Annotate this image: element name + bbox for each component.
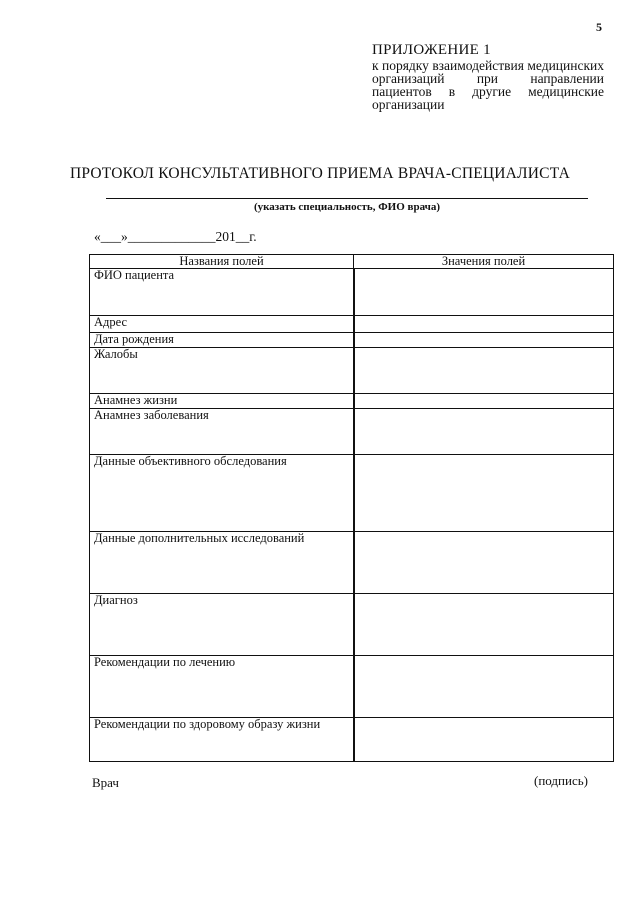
row-label-patient-name: ФИО пациента: [90, 269, 354, 316]
table-row: [90, 394, 614, 409]
table-header-row: [90, 255, 614, 269]
table-row: [90, 409, 614, 455]
row-label-diagnosis: Диагноз: [90, 594, 354, 656]
row-value-address: [354, 316, 614, 333]
row-label-objective-exam: Данные объективного обследования: [90, 455, 354, 532]
document-title: ПРОТОКОЛ КОНСУЛЬТАТИВНОГО ПРИЕМА ВРАЧА-СПЕЦИАЛИСТА: [69, 165, 570, 182]
table-row: [90, 656, 614, 718]
row-value-diagnosis: [354, 594, 614, 656]
row-label-address: Адрес: [90, 316, 354, 333]
row-value-objective-exam: [354, 455, 614, 532]
table-row: [90, 316, 614, 333]
table-row: [90, 594, 614, 656]
row-label-disease-anamnesis: Анамнез заболевания: [90, 409, 354, 455]
row-label-additional-tests: Данные дополнительных исследований: [90, 532, 354, 594]
table-row: [90, 269, 614, 316]
table-row: [90, 333, 614, 348]
row-label-lifestyle-recommendations: Рекомендации по здоровому образу жизни: [90, 718, 354, 762]
page-number: 5: [596, 20, 602, 34]
doctor-label: Врач: [92, 775, 119, 790]
row-label-treatment-recommendations: Рекомендации по лечению: [90, 656, 354, 718]
row-label-life-anamnesis: Анамнез жизни: [90, 394, 354, 409]
appendix-text: к порядку взаимодействия медицинских организаций при направлении пациентов в другие медицинские организации: [372, 58, 604, 112]
row-label-birth-date: Дата рождения: [90, 333, 354, 348]
row-value-lifestyle-recommendations: [354, 718, 614, 762]
table-row: [90, 718, 614, 762]
table-row: [90, 532, 614, 594]
appendix-title: ПРИЛОЖЕНИЕ 1: [372, 42, 491, 58]
row-label-complaints: Жалобы: [90, 348, 354, 394]
row-value-birth-date: [354, 333, 614, 348]
column-header-field-names: Названия полей: [90, 255, 354, 269]
table-row: [90, 348, 614, 394]
row-value-life-anamnesis: [354, 394, 614, 409]
signature-label: (подпись): [534, 773, 588, 788]
column-header-field-values: Значения полей: [354, 255, 614, 269]
specialist-hint: (указать специальность, ФИО врача): [253, 201, 441, 213]
protocol-table: [89, 254, 614, 762]
row-value-patient-name: [354, 269, 614, 316]
row-value-treatment-recommendations: [354, 656, 614, 718]
specialist-fill-line: [106, 198, 588, 199]
date-line: «___»_____________201__г.: [94, 229, 257, 244]
row-value-disease-anamnesis: [354, 409, 614, 455]
table-row: [90, 455, 614, 532]
appendix-block: [372, 42, 604, 111]
row-value-additional-tests: [354, 532, 614, 594]
row-value-complaints: [354, 348, 614, 394]
